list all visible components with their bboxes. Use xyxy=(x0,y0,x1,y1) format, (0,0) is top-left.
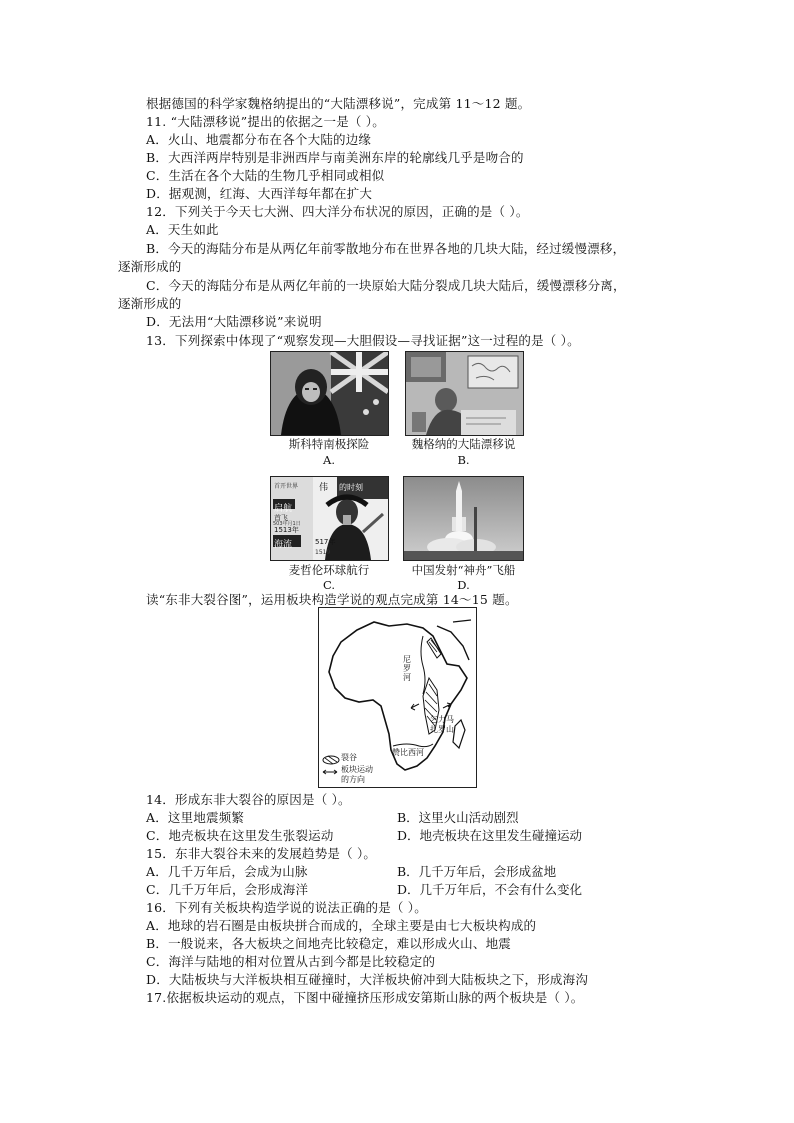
letter-option-c: C. xyxy=(322,578,336,592)
question-15-option-c: C．几千万年后，会形成海洋 xyxy=(146,882,309,897)
label-kilimanjaro-2: 扎罗山 xyxy=(430,725,454,734)
letter-option-a: A. xyxy=(323,453,335,467)
question-12-option-b-line2: 逐渐形成的 xyxy=(118,259,182,274)
question-16-option-d: D．大陆板块与大洋板块相互碰撞时，大洋板块俯冲到大陆板块之下，形成海沟 xyxy=(146,972,589,987)
legend-motion-label-1: 板块运动 xyxy=(341,765,373,774)
question-14-option-b: B．这里火山活动剧烈 xyxy=(397,810,519,825)
question-12-option-b-line1: B．今天的海陆分布是从两亿年前零散地分布在世界各地的几块大陆，经过缓慢漂移， xyxy=(146,241,626,256)
question-14-stem: 14．形成东非大裂谷的原因是（ ）。 xyxy=(146,792,351,807)
poster-text-517: 517年 xyxy=(315,538,336,546)
label-zambezi: 赞比西河 xyxy=(392,748,424,757)
question-11-stem: 11. “大陆漂移说”提出的依据之一是（ ）。 xyxy=(146,114,385,129)
question-11-option-a: A．火山、地震都分布在各个大陆的边缘 xyxy=(146,132,372,147)
question-11-option-d: D．据观测，红海、大西洋每年都在扩大 xyxy=(146,186,373,201)
caption-option-b: 魏格纳的大陆漂移说 xyxy=(411,437,516,451)
question-12-option-a: A．天生如此 xyxy=(146,222,219,237)
label-nile-2: 罗 xyxy=(403,664,411,673)
caption-option-d: 中国发射“神舟”飞船 xyxy=(411,563,516,577)
poster-text-shike: 的时刻 xyxy=(339,483,363,492)
section-intro-14-15: 读“东非大裂谷图”，运用板块构造学说的观点完成第 14～15 题。 xyxy=(146,592,518,607)
poster-text-1519: 1519 xyxy=(315,549,331,556)
poster-text-1513: 1513年 xyxy=(274,526,299,534)
question-14-option-a: A．这里地震频繁 xyxy=(146,810,245,825)
question-11-option-b: B．大西洋两岸特别是非洲西岸与南美洲东岸的轮廓线几乎是吻合的 xyxy=(146,150,524,165)
poster-text-date: 503年月1日 xyxy=(273,521,301,527)
question-16-option-a: A．地球的岩石圈是由板块拼合而成的，全球主要是由七大板块构成的 xyxy=(146,918,537,933)
caption-option-a: 斯科特南极探险 xyxy=(288,437,370,451)
label-nile-1: 尼 xyxy=(403,655,411,664)
question-12-stem: 12．下列关于今天七大洲、四大洋分布状况的原因，正确的是（ ）。 xyxy=(146,204,529,219)
poster-text-shoufei: 首飞 xyxy=(274,514,288,522)
east-african-rift-map xyxy=(318,607,477,788)
image-shenzhou-launch xyxy=(403,476,524,561)
question-14-option-d: D．地壳板块在这里发生碰撞运动 xyxy=(397,828,583,843)
question-16-option-c: C．海洋与陆地的相对位置从古到今都是比较稳定的 xyxy=(146,954,436,969)
question-16-option-b: B．一般说来，各大板块之间地壳比较稳定，难以形成火山、地震 xyxy=(146,936,511,951)
question-17-stem: 17.依据板块运动的观点，下图中碰撞挤压形成安第斯山脉的两个板块是（ ）。 xyxy=(146,990,584,1005)
question-15-option-b: B．几千万年后，会形成盆地 xyxy=(397,864,557,879)
image-wegener-drift xyxy=(405,351,524,436)
poster-text-qihang: 启航 xyxy=(274,504,293,514)
question-12-option-d: D．无法用“大陆漂移说”来说明 xyxy=(146,314,322,329)
poster-text-haiyang: 海流 xyxy=(274,540,293,550)
question-12-option-c-line2: 逐渐形成的 xyxy=(118,296,182,311)
poster-text-shoukai: 首开世界 xyxy=(274,483,299,490)
letter-option-b: B. xyxy=(457,453,470,467)
section-intro-11-12: 根据德国的科学家魏格纳提出的“大陆漂移说”，完成第 11～12 题。 xyxy=(146,96,531,111)
image-scott-expedition xyxy=(270,351,389,436)
legend-motion-label-2: 的方向 xyxy=(341,775,365,784)
question-15-option-a: A．几千万年后，会成为山脉 xyxy=(146,864,308,879)
question-11-option-c: C．生活在各个大陆的生物几乎相同或相似 xyxy=(146,168,385,183)
question-16-stem: 16．下列有关板块构造学说的说法正确的是（ ）。 xyxy=(146,900,427,915)
question-14-option-c: C．地壳板块在这里发生张裂运动 xyxy=(146,828,334,843)
poster-text-wei: 伟 xyxy=(319,483,329,493)
label-kilimanjaro-1: 乞力马 xyxy=(430,715,454,724)
image-magellan-voyage xyxy=(270,476,389,561)
question-12-option-c-line1: C．今天的海陆分布是从两亿年前的一块原始大陆分裂成几块大陆后，缓慢漂移分离， xyxy=(146,278,626,293)
question-13-stem: 13．下列探索中体现了“观察发现—大胆假设—寻找证据”这一过程的是（ ）。 xyxy=(146,333,580,348)
question-15-stem: 15．东非大裂谷未来的发展趋势是（ ）。 xyxy=(146,846,377,861)
letter-option-d: D. xyxy=(457,578,470,592)
caption-option-c: 麦哲伦环球航行 xyxy=(288,563,370,577)
question-15-option-d: D．几千万年后，不会有什么变化 xyxy=(397,882,583,897)
legend-rift-label: 裂谷 xyxy=(341,753,357,762)
label-nile-3: 河 xyxy=(403,673,411,682)
